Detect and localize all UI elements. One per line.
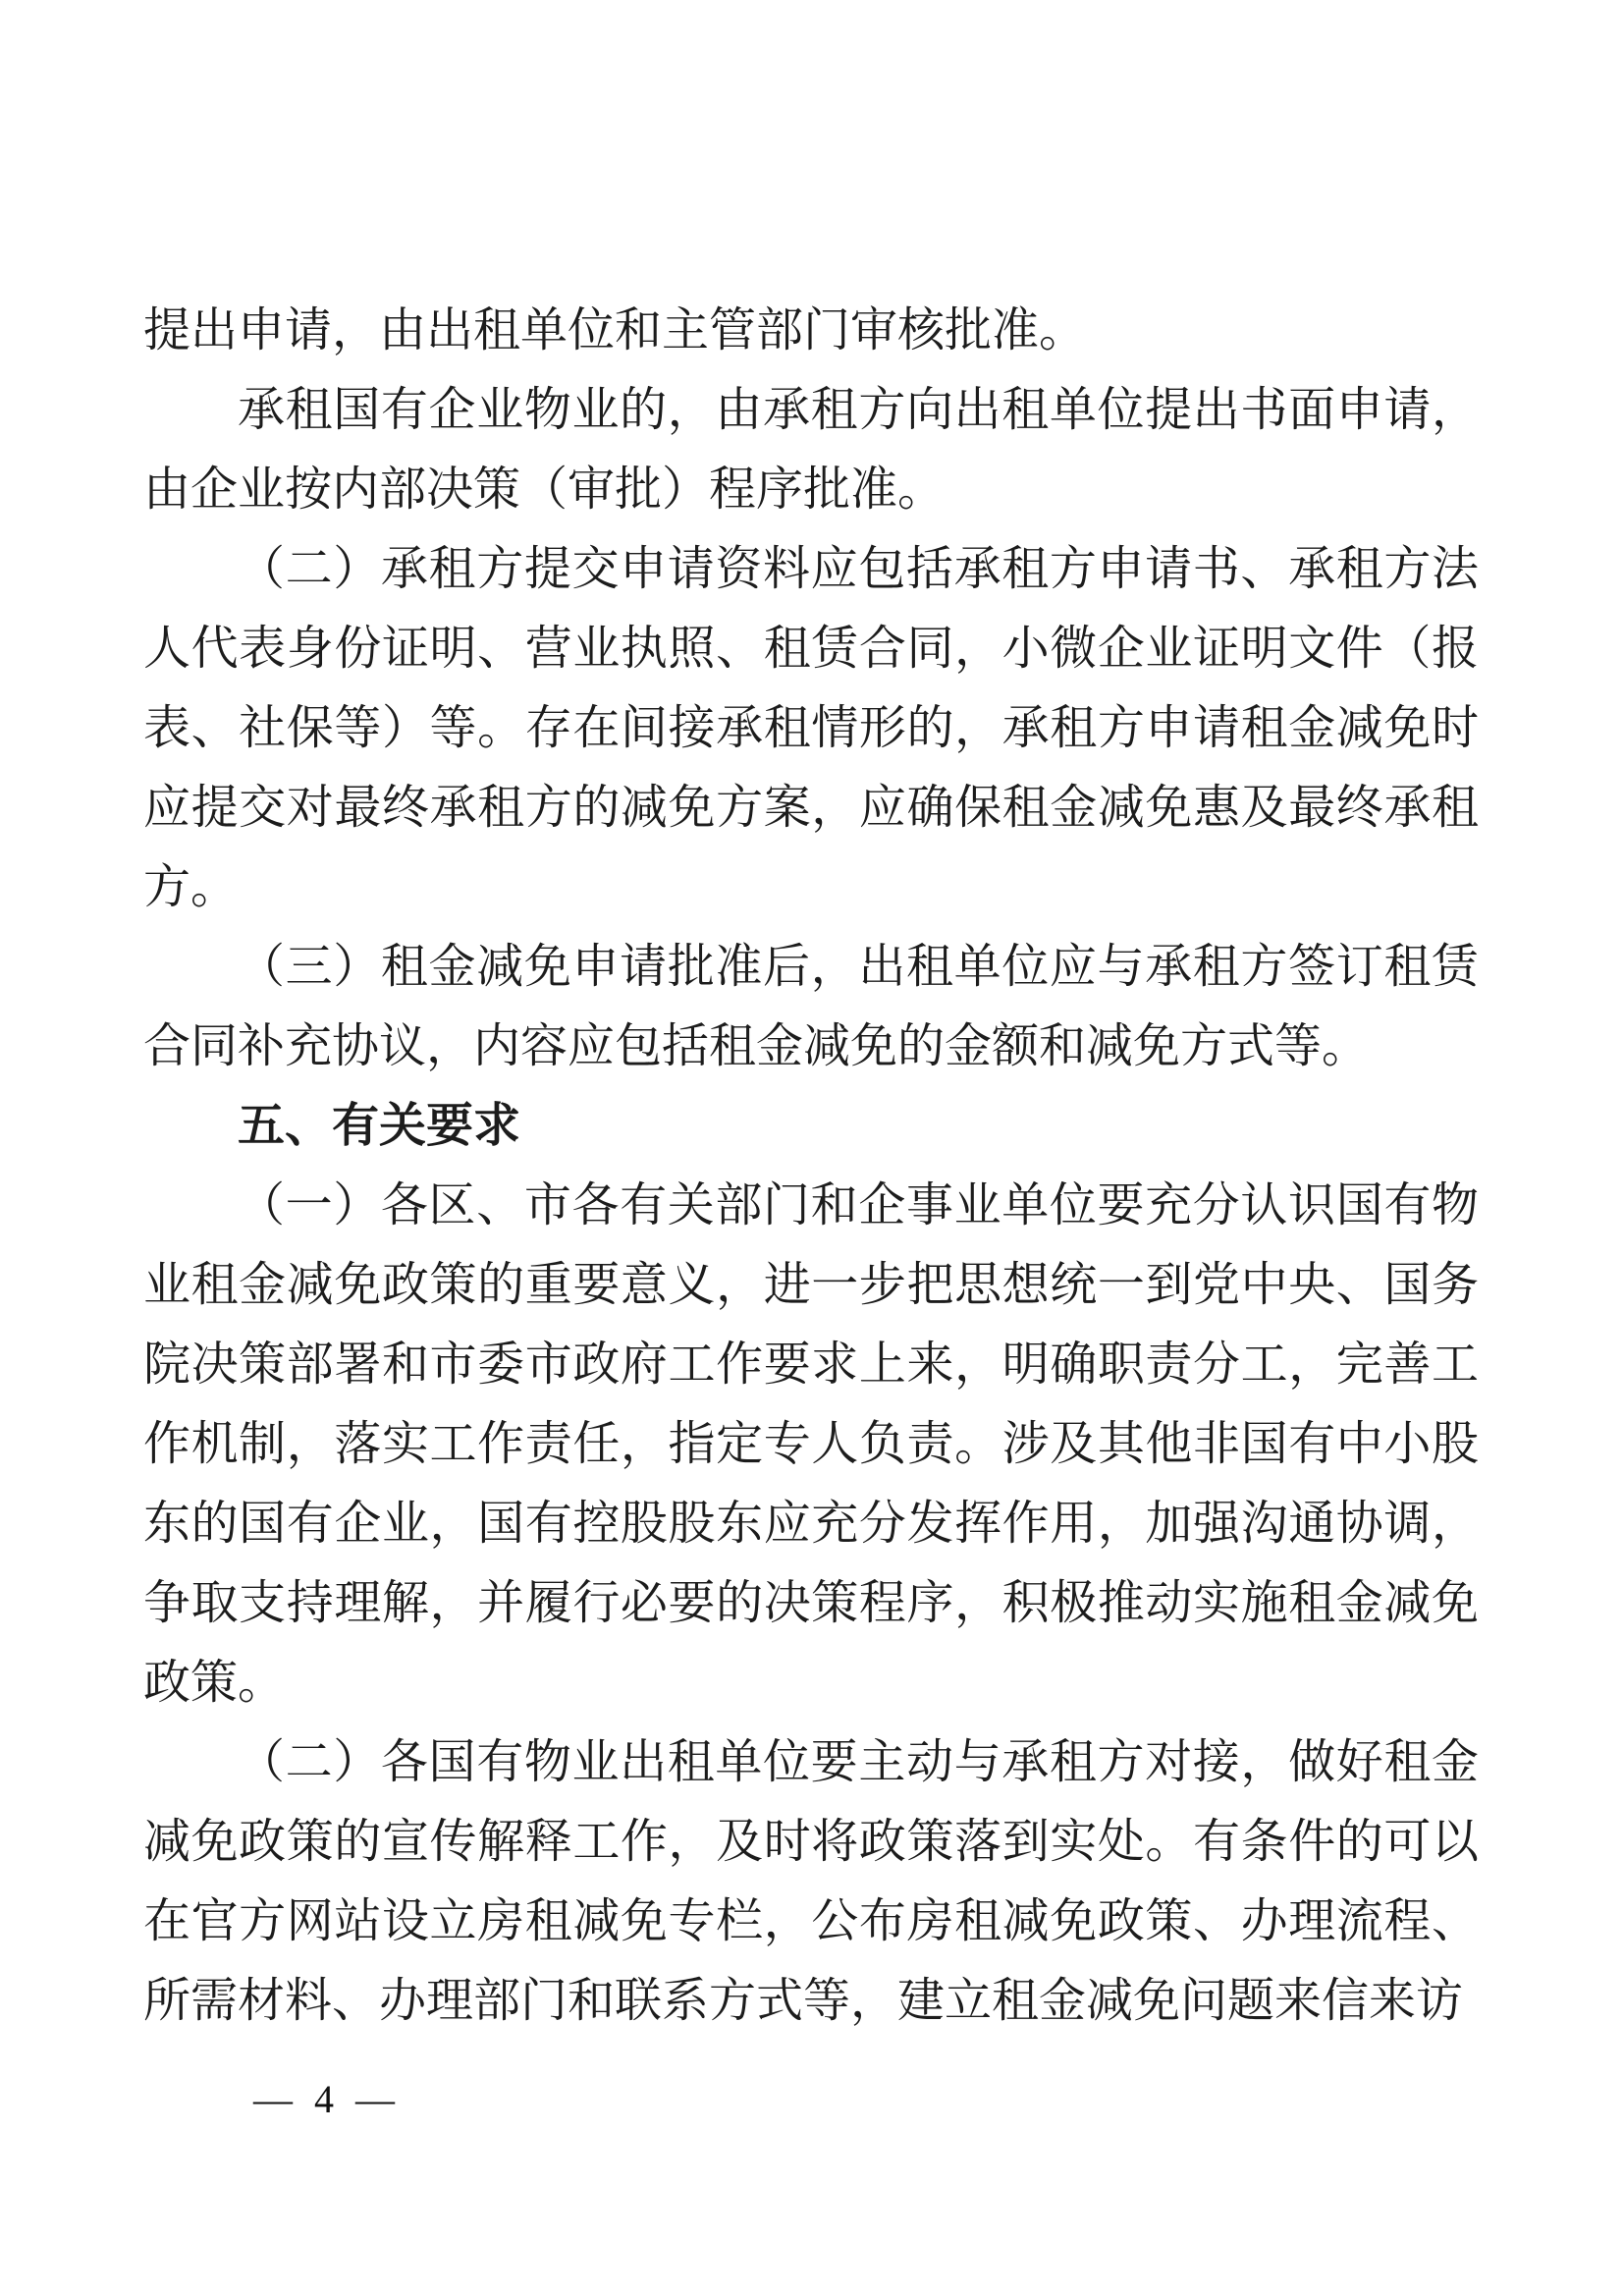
paragraph-continuation: 提出申请，由出租单位和主管部门审核批准。 bbox=[143, 304, 1087, 356]
paragraph-requirement-1-awareness: （一）各区、市各有关部门和企事业单位要充分认识国有物业租金减免政策的重要意义，进一步把思想统一到党中央、国务院决策部署和市委市政府工作要求上来，明确职责分工，完善工作机制，落实工作责任，指定专人负责。涉及其他非国有中小股东的国有企业，国有控股股东应充分发挥作用，加强沟通协调，争取支持理解，并履行必要的决策程序，积极推动实施租金减免政策。 bbox=[143, 1179, 1479, 1709]
paragraph-requirement-2-publicity: （二）各国有物业出租单位要主动与承租方对接，做好租金减免政策的宣传解释工作，及时将政策落到实处。有条件的可以在官方网站设立房租减免专栏，公布房租减免政策、办理流程、所需材料、办理部门和联系方式等，建立租金减免问题来信来访 bbox=[143, 1736, 1479, 2027]
paragraph-state-enterprise-application: 承租国有企业物业的，由承租方向出租单位提出书面申请，由企业按内部决策（审批）程序批准。 bbox=[143, 384, 1479, 516]
paragraph-item-3-supplementary-agreement: （三）租金减免申请批准后，出租单位应与承租方签订租赁合同补充协议，内容应包括租金减免的金额和减免方式等。 bbox=[143, 941, 1479, 1072]
document-body bbox=[143, 291, 1479, 2041]
page-number: — 4 — bbox=[253, 2077, 401, 2121]
paragraph-item-2-application-materials: （二）承租方提交申请资料应包括承租方申请书、承租方法人代表身份证明、营业执照、租赁合同，小微企业证明文件（报表、社保等）等。存在间接承租情形的，承租方申请租金减免时应提交对最终承租方的减免方案，应确保租金减免惠及最终承租方。 bbox=[143, 543, 1479, 913]
section-heading-requirements: 五、有关要求 bbox=[238, 1100, 521, 1152]
